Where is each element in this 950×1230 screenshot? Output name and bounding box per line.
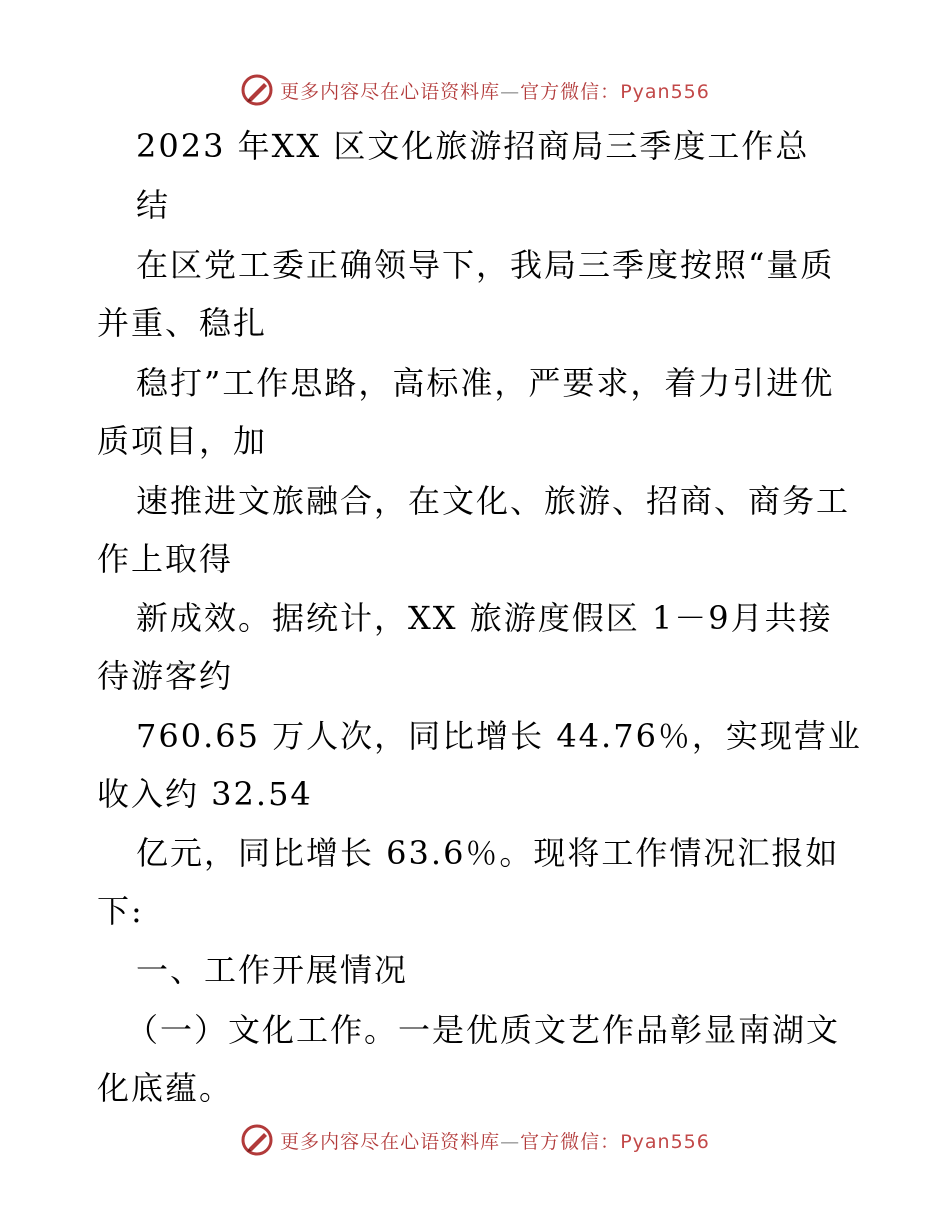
doc-paragraph-line: 质项目，加	[97, 422, 268, 460]
watermark-text: 更多内容尽在心语资料库—官方微信：Pyan556	[280, 80, 710, 103]
header-watermark	[0, 70, 950, 110]
doc-section-heading: 一、工作开展情况	[136, 951, 409, 989]
doc-title-line-1: 2023 年XX 区文化旅游招商局三季度工作总	[136, 127, 810, 165]
doc-paragraph-line: 收入约 32.54	[97, 775, 313, 813]
doc-paragraph-line: 在区党工委正确领导下，我局三季度按照“量质	[136, 246, 835, 284]
doc-paragraph-line: 760.65 万人次，同比增长 44.76％，实现营业	[136, 717, 862, 755]
doc-paragraph-line: 亿元，同比增长 63.6％。现将工作情况汇报如	[136, 834, 840, 872]
doc-paragraph-line: 待游客约	[97, 657, 234, 695]
doc-paragraph-line: 下:	[97, 892, 144, 930]
doc-paragraph-line: （一）文化工作。一是优质文艺作品彰显南湖文	[126, 1011, 841, 1049]
doc-title-line-2: 结	[136, 186, 171, 224]
footer-watermark	[0, 1120, 950, 1160]
pen-logo-icon	[240, 1123, 274, 1157]
doc-paragraph-line: 稳打”工作思路，高标准，严要求，着力引进优	[136, 364, 835, 402]
doc-paragraph-line: 新成效。据统计，XX 旅游度假区 1－9月共接	[136, 599, 833, 637]
watermark-text: 更多内容尽在心语资料库—官方微信：Pyan556	[280, 1130, 710, 1153]
doc-paragraph-line: 化底蕴。	[97, 1069, 234, 1107]
doc-paragraph-line: 速推进文旅融合，在文化、旅游、招商、商务工	[136, 482, 851, 520]
pen-logo-icon	[240, 73, 274, 107]
doc-paragraph-line: 并重、稳扎	[97, 304, 268, 342]
doc-paragraph-line: 作上取得	[97, 540, 234, 578]
